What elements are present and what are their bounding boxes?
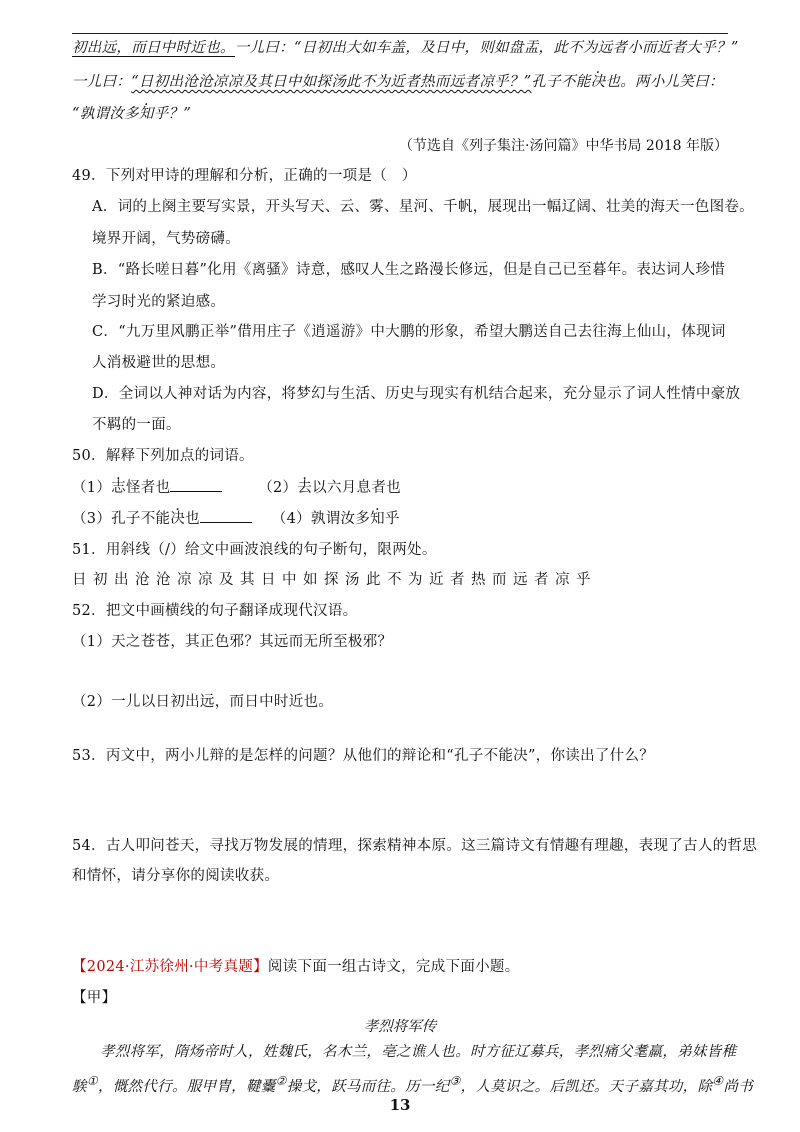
dotted-char: 志 — [111, 480, 126, 496]
option-a: A．词的上阕主要写实景，开头写天、云、雾、星河、千帆，展现出一幅辽阔、壮美的海天一色图卷。 — [92, 199, 754, 215]
dotted-char: 决 — [170, 511, 186, 527]
question-51-stem: 51．用斜线（/）给文中画波浪线的句子断句，限两处。 — [72, 542, 437, 558]
dotted-char: 决 — [590, 74, 606, 90]
passage-title: 孝烈将军传 — [363, 1019, 437, 1035]
option-c-cont: 人消极避世的思想。 — [92, 355, 226, 371]
passage-jia-line-1: 孝烈将军，隋炀帝时人，姓魏氏，名木兰，亳之谯人也。时方征辽募兵，孝烈痛父耄羸，弟妹皆稚 — [100, 1044, 737, 1060]
sentence-to-punctuate: 日初出沧沧凉凉及其日中如探汤此不为近者热而远者凉乎 — [72, 572, 597, 588]
dotted-char: 知 — [138, 106, 154, 122]
page-number: 13 — [389, 1096, 411, 1114]
question-52-stem: 52．把文中画横线的句子翻译成现代汉语。 — [72, 603, 358, 619]
section-header: 【2024·江苏徐州·中考真题】阅读下面一组古诗文，完成下面小题。 — [72, 959, 520, 975]
answer-blank-3[interactable] — [200, 508, 252, 523]
option-c: C．“九万里风鹏正举”借用庄子《逍遥游》中大鹏的形象，希望大鹏送自己去往海上仙山，体现词 — [92, 324, 726, 340]
dotted-char: 知 — [370, 511, 385, 527]
source-citation: （节选自《列子集注·汤问篇》中华书局 2018 年版） — [399, 138, 728, 154]
option-a-cont: 境界开阔，气势磅礴。 — [92, 231, 240, 247]
option-b-cont: 学习时光的紧迫感。 — [92, 294, 226, 310]
underlined-sentence-end: 初出远，而日中时近也。 — [72, 40, 235, 56]
question-53-stem: 53．丙文中，两小儿辩的是怎样的问题？从他们的辩论和“孔子不能决”，你读出了什么？ — [72, 748, 655, 764]
option-d: D．全词以人神对话为内容，将梦幻与生活、历史与现实有机结合起来，充分显示了词人性情中豪放 — [92, 386, 741, 402]
question-49-stem: 49．下列对甲诗的理解和分析，正确的一项是（ ） — [72, 168, 417, 184]
dotted-char: 去 — [297, 480, 313, 496]
wavy-underlined-sentence: “日初出沧沧凉凉及其日中如探汤此不为近者热而远者凉乎？” — [131, 74, 532, 90]
question-54-line-2: 和情怀，请分享你的阅读收获。 — [72, 868, 280, 884]
question-50-stem: 50．解释下列加点的词语。 — [72, 448, 254, 464]
exam-source-tag: 【2024·江苏徐州·中考真题】 — [72, 959, 268, 975]
question-50-row-1: （1）志怪者也 （2）去以六月息者也 — [72, 477, 401, 498]
passage-jia-line-2: 騃①，慨然代行。服甲胄，鞬櫜②操戈，跃马而往。历一纪③，人莫识之。后凯还。天子嘉其功，除④尚书 — [72, 1074, 754, 1095]
section-label-jia: 【甲】 — [72, 990, 117, 1006]
passage-line-2: 一儿曰：“日初出沧沧凉凉及其日中如探汤此不为近者热而远者凉乎？”孔子不能决也。两小儿笑曰： — [72, 74, 724, 90]
translate-sentence-2: （2）一儿以日初出远，而日中时近也。 — [72, 694, 334, 710]
top-rule — [72, 33, 728, 34]
translate-sentence-1: （1）天之苍苍，其正色邪？其远而无所至极邪？ — [72, 634, 393, 650]
question-54-line-1: 54．古人叩问苍天，寻找万物发展的情理，探索精神本原。这三篇诗文有情趣有理趣，表现了古人的哲思 — [72, 838, 758, 854]
option-d-cont: 不羁的一面。 — [92, 417, 181, 433]
option-b: B．“路长嗟日暮”化用《离骚》诗意，感叹人生之路漫长修远，但是自己已至暮年。表达词人珍惜 — [92, 262, 726, 278]
passage-line-1: 初出远，而日中时近也。一儿曰：“日初出大如车盖，及日中，则如盘盂，此不为远者小而近者大乎？” — [72, 40, 739, 56]
question-50-row-2: （3）孔子不能决也 （4）孰谓汝多知乎 — [72, 508, 400, 529]
answer-blank-1[interactable] — [170, 477, 222, 492]
passage-line-3: “孰谓汝多知乎？” — [72, 106, 192, 122]
